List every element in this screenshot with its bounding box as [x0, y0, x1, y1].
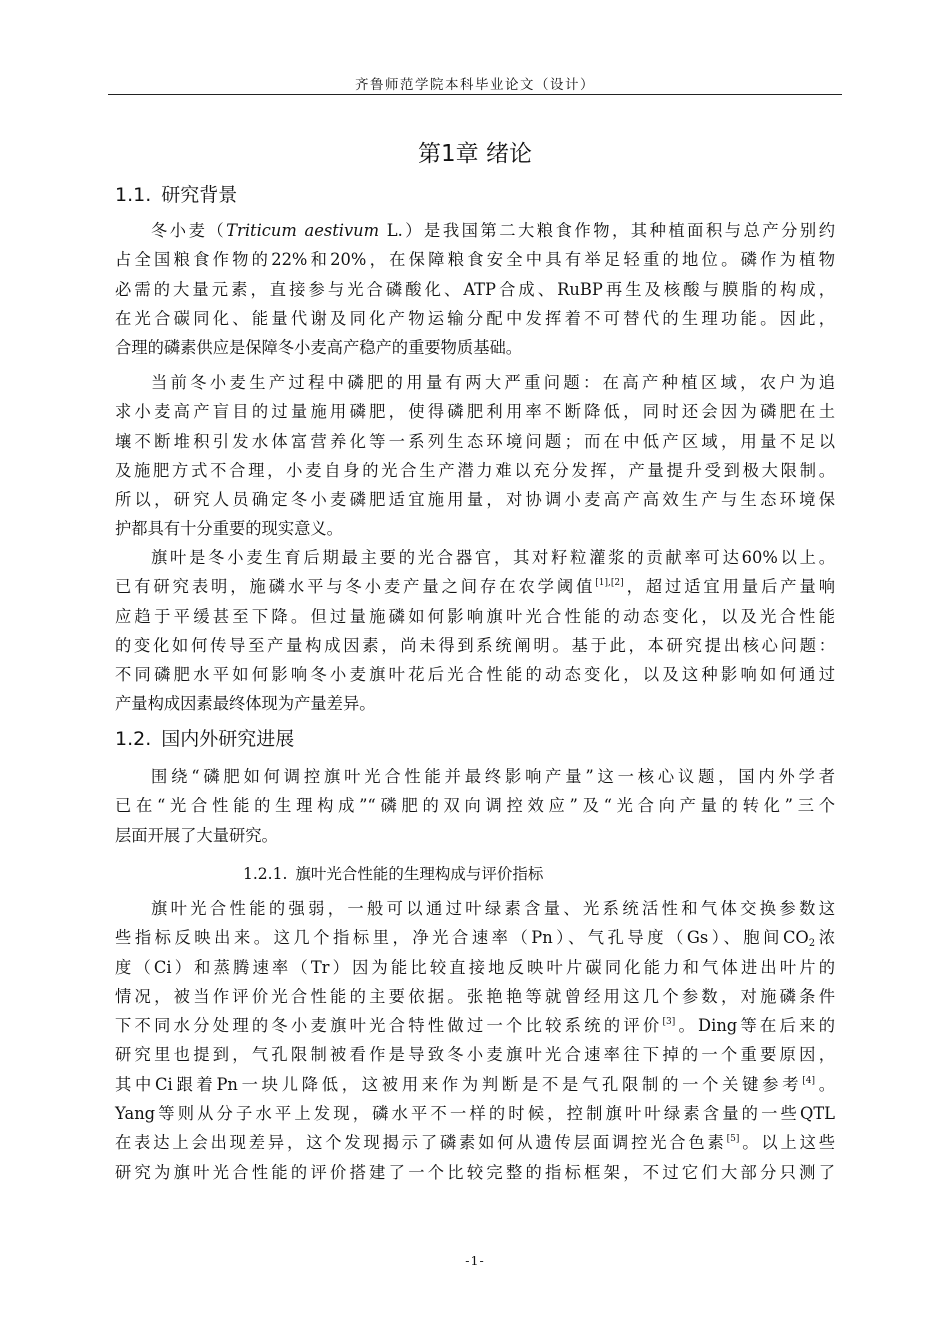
text-run: 些指标反映出来。这几个指标里，净光合速率（Pn）、气孔导度（Gs）、胞间 [115, 928, 783, 948]
paragraph-line: 当前冬小麦生产过程中磷肥的用量有两大严重问题：在高产种植区域，农户为追 [151, 373, 835, 392]
paragraph-line: 旗叶是冬小麦生育后期最主要的光合器官，其对籽粒灌浆的贡献率可达60%以上。 [151, 548, 835, 567]
paragraph-line: 合理的磷素供应是保障冬小麦高产稳产的重要物质基础。 [115, 338, 523, 358]
paragraph-4 [115, 762, 835, 850]
paragraph-3 [115, 543, 835, 719]
paragraph-line: 壤不断堆积引发水体富营养化等一系列生态环境问题；而在中低产区域，用量不足以 [115, 431, 835, 451]
section-heading-1-1 [115, 180, 237, 207]
running-header: 齐鲁师范学院本科毕业论文（设计） [355, 77, 595, 93]
text-run: 。 [814, 1074, 835, 1094]
citation-ref: [5] [726, 1134, 740, 1145]
paragraph-line: 产量构成因素最终体现为产量差异。 [115, 694, 376, 714]
paragraph-line [115, 216, 835, 245]
paragraph-line: 围绕“磷肥如何调控旗叶光合性能并最终影响产量”这一核心议题，国内外学者 [151, 767, 835, 786]
paragraph-line: 求小麦高产盲目的过量施用磷肥，使得磷肥利用率不断降低，同时还会因为磷肥在土 [115, 402, 835, 422]
section-number: 1.1. [115, 184, 152, 206]
subsection-title: 旗叶光合性能的生理构成与评价指标 [295, 865, 544, 883]
text-run: 在表达上会出现差异，这个发现揭示了磷素如何从遗传层面调控光合色素 [115, 1133, 727, 1153]
page-number: -1- [465, 1253, 485, 1268]
section-title: 研究背景 [161, 184, 238, 206]
text-run: CO [782, 928, 809, 948]
citation-ref: [4] [802, 1075, 815, 1086]
paragraph-line: 及施肥方式不合理，小麦自身的光合生产潜力难以充分发挥，产量提升受到极大限制。 [115, 460, 835, 480]
text-run: ，超过适宜用量后产量响 [623, 577, 835, 597]
paragraph-line: Yang等则从分子水平上发现，磷水平不一样的时候，控制旗叶叶绿素含量的一些QTL [115, 1104, 835, 1124]
paragraph-1 [115, 216, 835, 362]
text-run: 已有研究表明，施磷水平与冬小麦产量之间存在农学阈值 [115, 577, 596, 597]
paragraph-line [115, 923, 835, 952]
header-rule [108, 94, 842, 95]
chapter-title: 第1章 绪论 [418, 141, 532, 167]
paragraph-line: 度（Ci）和蒸腾速率（Tr）因为能比较直接地反映叶片碳同化能力和气体进出叶片的 [115, 957, 835, 977]
paragraph-line: 层面开展了大量研究。 [115, 825, 278, 845]
text-run: L.）是我国第二大粮食作物，其种植面积与总产分别约 [379, 221, 835, 240]
citation-ref: [1],[2] [595, 578, 624, 589]
paragraph-line [115, 1070, 835, 1099]
subsection-number: 1.2.1. [243, 865, 288, 883]
text-run: 下不同水分处理的冬小麦旗叶光合特性做过一个比较系统的评价 [115, 1016, 663, 1036]
section-heading-1-2 [115, 724, 294, 751]
paragraph-line: 应趋于平缓甚至下降。但过量施磷如何影响旗叶光合性能的动态变化，以及光合性能 [115, 606, 835, 626]
section-title: 国内外研究进展 [161, 728, 295, 750]
text-run: 其中Ci跟着Pn一块儿降低，这被用来作为判断是不是气孔限制的一个关键参考 [115, 1074, 803, 1094]
paragraph-line: 必需的大量元素，直接参与光合磷酸化、ATP合成、RuBP再生及核酸与膜脂的构成， [115, 279, 835, 299]
paragraph-line: 在光合碳同化、能量代谢及同化产物运输分配中发挥着不可替代的生理功能。因此， [115, 308, 835, 328]
paragraph-line: 占全国粮食作物的22%和20%，在保障粮食安全中具有举足轻重的地位。磷作为植物 [115, 250, 835, 270]
paragraph-line: 旗叶光合性能的强弱，一般可以通过叶绿素含量、光系统活性和气体交换参数这 [151, 899, 835, 918]
paragraph-line [115, 1128, 835, 1157]
text-run: 冬小麦（ [151, 221, 227, 240]
paragraph-line: 不同磷肥水平如何影响冬小麦旗叶花后光合性能的动态变化，以及这种影响如何通过 [115, 665, 835, 685]
subsection-heading-1-2-1 [243, 862, 543, 884]
paragraph-line: 护都具有十分重要的现实意义。 [115, 519, 343, 539]
text-run: 。以上这些 [739, 1133, 835, 1153]
paragraph-line [115, 572, 835, 601]
paragraph-line: 情况，被当作评价光合性能的主要依据。张艳艳等就曾经用这几个参数，对施磷条件 [115, 986, 835, 1006]
paragraph-line: 已在“光合性能的生理构成”“磷肥的双向调控效应”及“光合向产量的转化”三个 [115, 796, 835, 816]
paragraph-line [115, 1011, 835, 1040]
chem-subscript: 2 [808, 938, 816, 950]
paragraph-line: 所以，研究人员确定冬小麦磷肥适宜施用量，对协调小麦高产高效生产与生态环境保 [115, 490, 835, 510]
paragraph-5 [115, 894, 835, 1187]
paragraph-line: 的变化如何传导至产量构成因素，尚未得到系统阐明。基于此，本研究提出核心问题： [115, 635, 835, 655]
paragraph-line: 研究为旗叶光合性能的评价搭建了一个比较完整的指标框架，不过它们大部分只测了 [115, 1162, 835, 1182]
paragraph-line: 研究里也提到，气孔限制被看作是导致冬小麦旗叶光合速率往下掉的一个重要原因， [115, 1045, 835, 1065]
section-number: 1.2. [115, 728, 152, 750]
citation-ref: [3] [662, 1017, 676, 1028]
text-run: 浓 [815, 928, 835, 948]
text-run: 。Ding等在后来的 [675, 1016, 835, 1036]
species-name: Triticum aestivum [226, 221, 380, 240]
paragraph-2 [115, 368, 835, 544]
